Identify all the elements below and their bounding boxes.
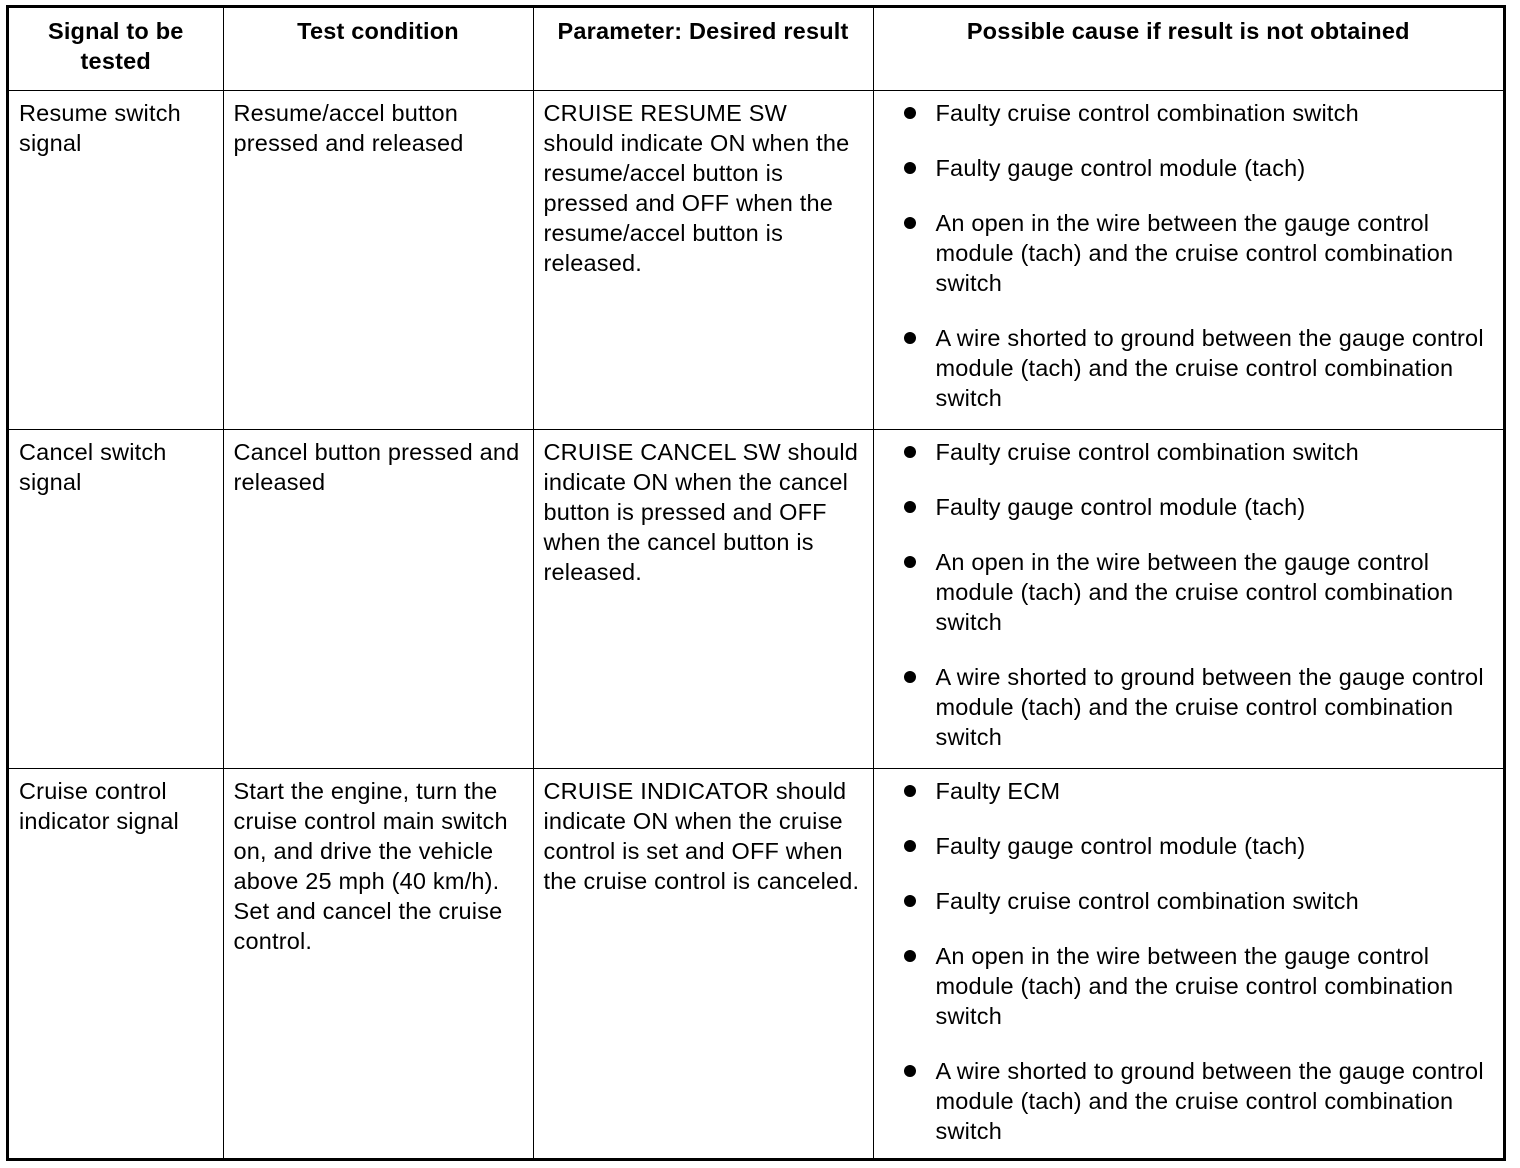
header-parameter: Parameter: Desired result [533,8,873,90]
cause-text: Faulty ECM [935,777,1061,804]
cause-item [904,547,1490,637]
cell-signal: Cruise control indicator signal [9,768,223,1158]
cause-item [904,437,1490,467]
cell-parameter: CRUISE CANCEL SW should indicate ON when the cancel button is pressed and OFF when the cancel button is released. [533,429,873,768]
table-row-cancel-switch [9,429,1503,768]
cause-item [904,941,1490,1031]
cause-text: A wire shorted to ground between the gauge control module (tach) and the cruise control combination switch [935,1057,1484,1144]
cause-item [904,323,1490,413]
cell-signal: Resume switch signal [9,90,223,429]
cause-list [904,776,1490,1146]
cell-test-condition: Start the engine, turn the cruise control main switch on, and drive the vehicle above 25 mph (40 km/h). Set and cancel the cruise control. [223,768,533,1158]
cause-item [904,776,1490,806]
bullet-icon [904,785,916,797]
bullet-icon [904,217,916,229]
cause-text: A wire shorted to ground between the gauge control module (tach) and the cruise control combination switch [935,324,1484,411]
cause-item [904,492,1490,522]
cell-possible-causes [873,90,1503,429]
header-test-condition: Test condition [223,8,533,90]
table-row-cruise-indicator [9,768,1503,1158]
cell-parameter: CRUISE RESUME SW should indicate ON when the resume/accel button is pressed and OFF when the resume/accel button is released. [533,90,873,429]
bullet-icon [904,107,916,119]
cause-text: Faulty cruise control combination switch [935,887,1359,914]
cause-text: Faulty cruise control combination switch [935,438,1359,465]
cell-possible-causes [873,429,1503,768]
cause-text: An open in the wire between the gauge control module (tach) and the cruise control combination switch [935,942,1454,1029]
bullet-icon [904,840,916,852]
bullet-icon [904,501,916,513]
cause-item [904,662,1490,752]
cause-text: An open in the wire between the gauge control module (tach) and the cruise control combination switch [935,548,1454,635]
cause-text: Faulty gauge control module (tach) [935,832,1306,859]
bullet-icon [904,162,916,174]
bullet-icon [904,671,916,683]
bullet-icon [904,1065,916,1077]
cause-list [904,98,1490,413]
cell-possible-causes [873,768,1503,1158]
cause-item [904,886,1490,916]
header-signal: Signal to be tested [9,8,223,90]
bullet-icon [904,556,916,568]
cause-text: A wire shorted to ground between the gauge control module (tach) and the cruise control combination switch [935,663,1484,750]
cell-test-condition: Cancel button pressed and released [223,429,533,768]
table-row-resume-switch [9,90,1503,429]
bullet-icon [904,446,916,458]
cause-text: Faulty gauge control module (tach) [935,154,1306,181]
cause-item [904,153,1490,183]
bullet-icon [904,895,916,907]
cause-item [904,98,1490,128]
troubleshooting-table-frame [6,5,1506,1161]
cause-list [904,437,1490,752]
cause-text: An open in the wire between the gauge control module (tach) and the cruise control combination switch [935,209,1454,296]
cause-item [904,831,1490,861]
signal-test-table [9,8,1503,1158]
cell-signal: Cancel switch signal [9,429,223,768]
cause-text: Faulty cruise control combination switch [935,99,1359,126]
cause-item [904,1056,1490,1146]
header-row [9,8,1503,90]
cause-item [904,208,1490,298]
bullet-icon [904,332,916,344]
header-possible-cause: Possible cause if result is not obtained [873,8,1503,90]
cause-text: Faulty gauge control module (tach) [935,493,1306,520]
cell-parameter: CRUISE INDICATOR should indicate ON when the cruise control is set and OFF when the cruise control is canceled. [533,768,873,1158]
bullet-icon [904,950,916,962]
cell-test-condition: Resume/accel button pressed and released [223,90,533,429]
